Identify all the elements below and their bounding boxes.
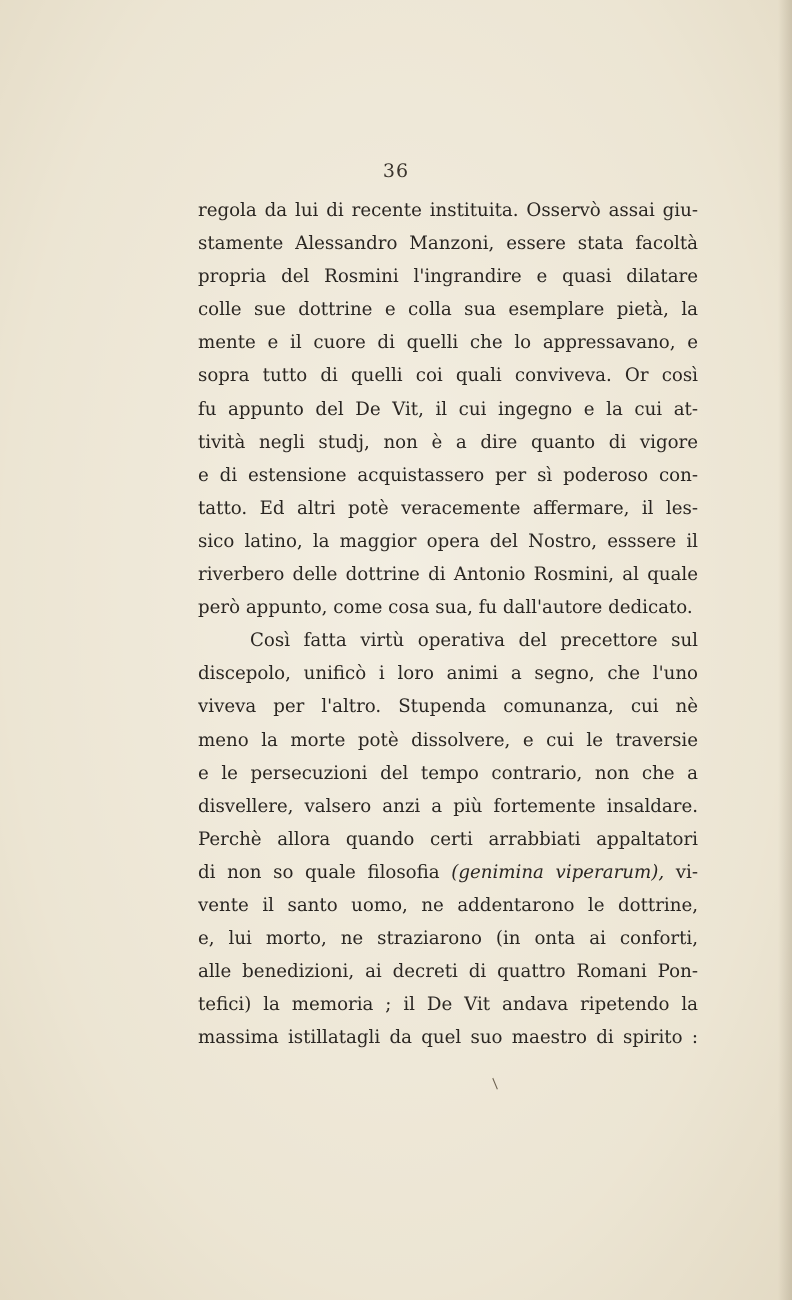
text-line: però appunto, come cosa sua, fu dall'autore dedicato. <box>198 597 693 619</box>
text-line: e le persecuzioni del tempo contrario, non che a <box>198 762 698 784</box>
text-line: regola da lui di recente instituita. Osservò assai giu- <box>198 200 698 221</box>
text-line: alle benedizioni, ai decreti di quattro Romani Pon- <box>198 961 698 983</box>
text-segment: di non so quale filosofia <box>198 861 452 883</box>
page-edge-shadow <box>778 0 792 1300</box>
text-line: tefici) la memoria ; il De Vit andava ripetendo la <box>198 994 698 1016</box>
text-line: vente il santo uomo, ne addentarono le dottrine, <box>198 894 698 916</box>
text-line: stamente Alessandro Manzoni, essere stata facoltà <box>198 233 698 255</box>
text-line: massima istillatagli da quel suo maestro di spirito : <box>198 1027 698 1049</box>
text-line: propria del Rosmini l'ingrandire e quasi dilatare <box>198 266 698 288</box>
text-line: Perchè allora quando certi arrabbiati appaltatori <box>198 828 698 850</box>
ink-speck: / <box>488 1076 503 1092</box>
text-line: e, lui morto, ne straziarono (in onta ai conforti, <box>198 928 698 950</box>
text-line-paragraph-start: Così fatta virtù operativa del precettore sul <box>250 630 698 652</box>
text-line: meno la morte potè dissolvere, e cui le traversie <box>198 729 698 751</box>
text-line: mente e il cuore di quelli che lo appressavano, e <box>198 332 698 354</box>
text-line-with-italic <box>198 856 698 889</box>
text-line: fu appunto del De Vit, il cui ingegno e la cui at- <box>198 398 698 420</box>
page-number: 36 <box>382 160 410 182</box>
text-line: e di estensione acquistassero per sì poderoso con- <box>198 464 698 486</box>
text-line: viveva per l'altro. Stupenda comunanza, cui nè <box>198 696 698 718</box>
text-line: discepolo, unificò i loro animi a segno, che l'uno <box>198 663 698 685</box>
text-line: colle sue dottrine e colla sua esemplare pietà, la <box>198 299 698 321</box>
text-line: disvellere, valsero anzi a più fortemente insaldare. <box>198 795 698 817</box>
body-text <box>198 194 698 1054</box>
text-line: riverbero delle dottrine di Antonio Rosmini, al quale <box>198 564 698 586</box>
text-line: sico latino, la maggior opera del Nostro, esssere il <box>198 530 698 552</box>
text-line: tività negli studj, non è a dire quanto di vigore <box>198 431 698 453</box>
text-line: tatto. Ed altri potè veracemente affermare, il les- <box>198 497 698 519</box>
text-line: sopra tutto di quelli coi quali conviveva. Or così <box>198 365 698 387</box>
text-segment: vi- <box>664 861 698 883</box>
italic-latin-phrase: (genimina viperarum), <box>451 861 665 883</box>
